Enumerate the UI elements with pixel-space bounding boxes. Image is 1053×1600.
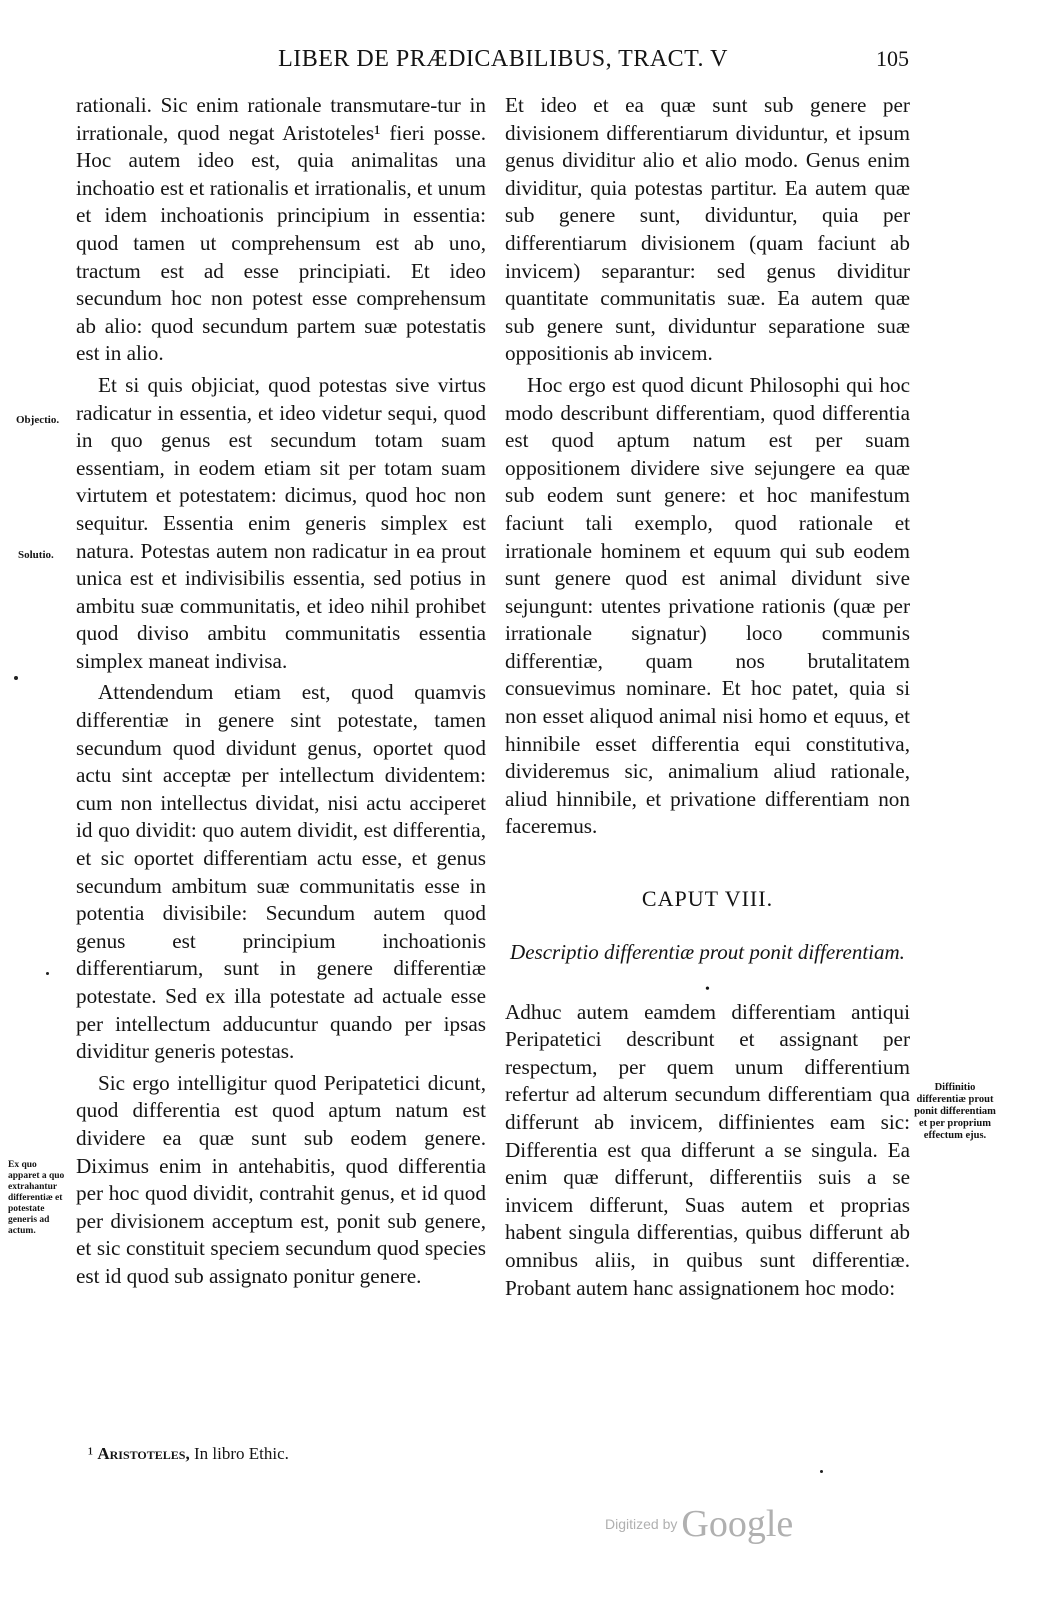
- running-title: LIBER DE PRÆDICABILIBUS, TRACT. V: [278, 46, 728, 72]
- paragraph: Et ideo et ea quæ sunt sub genere per divisionem differentiarum dividuntur, et ipsum genus dividitur alio et alio modo. Genus enim dividitur, quia potestas partitur. Ea autem quæ sub genere sunt, dividuntur, quia per differentiarum divisionem (quam faciunt ab invicem) separantur: sed genus dividitur quantitate communitatis suæ. Ea autem quæ sub genere sunt, dividuntur separatione suæ oppositionis ab invicem.: [505, 93, 910, 366]
- left-column: [76, 92, 486, 1291]
- footnote-author: Aristoteles,: [97, 1444, 190, 1463]
- margin-note-diffinitio: Diffinitio differentiæ prout ponit differentiam et per proprium effectum ejus.: [914, 1082, 996, 1141]
- ornament-dot: •: [705, 981, 710, 997]
- chapter-title: Descriptio differentiæ prout ponit differentiam.: [510, 939, 905, 964]
- digitized-label: Digitized by: [605, 1516, 678, 1532]
- margin-note-ex-quo: Ex quo apparet a quo extrahantur differentiæ et potestate generis ad actum.: [8, 1160, 65, 1236]
- right-column: [505, 92, 910, 1302]
- paragraph: Adhuc autem eamdem differentiam antiqui Peripatetici describunt et assignant per respectum, per quem unum differentium refertur ad alterum secundum differentiam qua differunt ab invicem, diffinientes eam sic: Differentia est qua differunt a se singula. Ea enim quæ differunt, differentiis suis a se invicem differunt, Suas autem et proprias habent singula differentias, quibus differunt ab omnibus aliis, in quibus sunt differentiæ. Probant autem hanc assignationem hoc modo:: [505, 999, 910, 1300]
- margin-note-solutio: Solutio.: [18, 549, 54, 561]
- digitized-watermark: [605, 1502, 793, 1546]
- ink-speck: [820, 1470, 823, 1473]
- paragraph: Hoc ergo est quod dicunt Philosophi qui hoc modo describunt differentiam, quod differentia est quod aptum natum est per suam oppositionem dividere sive sejungere ea quæ sub eodem sunt genere: et hoc manifestum faciunt tali exemplo, quod rationale et irrationale hominem et equum qui sub eodem sunt genere quod est animal dividunt sive sejungunt: utentes privatione rationis (quæ per irrationale signatur) loco communis differentiæ, quam nos brutalitatem consuevimus nominare. Et hoc patet, quia si non esset aliquod animal nisi homo et equus, et hinnibile esset differentia equi constitutiva, divideremus sic, animalium aliud rationale, aliud hinnibile, et privatione differentiam non faceremus.: [505, 372, 910, 839]
- ink-speck: [14, 676, 18, 680]
- footnote-marker: ¹: [88, 1444, 94, 1463]
- paragraph: Et si quis objiciat, quod potestas sive virtus radicatur in essentia, et ideo videtur sequi, quod in quo genus est secundum totam suam essentiam, in eodem etiam sit per totam suam virtutem et potestatem: dicimus, quod hoc non sequitur. Essentia enim generis simplex est natura. Potestas autem non radicatur in ea prout unica est et indivisibilis essentia, sed potius in ambitu suæ communitatis, et ideo nihil prohibet quod diviso ambitu communitatis essentia simplex maneat indivisa.: [76, 372, 486, 673]
- paragraph: rationali. Sic enim rationale transmutare-tur in irrationale, quod negat Aristoteles¹ fieri posse. Hoc autem ideo est, quia animalitas una inchoatio est et rationalis et irrationalis, et unum et idem inchoationis principium in essentia: quod tamen ut comprehensum est ab uno, tractum est ad esse principiati. Et ideo secundum hoc non potest esse comprehensum ab alio: quod secundum partem suæ potestatis est in alio.: [76, 93, 486, 366]
- chapter-heading: CAPUT VIII.: [641, 886, 774, 912]
- margin-note-objectio: Objectio.: [16, 414, 60, 426]
- paragraph: Sic ergo intelligitur quod Peripatetici dicunt, quod differentia est quod aptum natum est dividere ea quæ sunt sub eodem genere. Diximus enim in antehabitis, quod differentia per hoc quod dividit, contrahit genus, et id quod per divisionem acceptum est, ponit sub genere, et sic constituit speciem secundum quod species est id quod sub assignato ponitur genere.: [76, 1070, 486, 1288]
- page-number: 105: [876, 46, 909, 71]
- footnote-text: In libro Ethic.: [189, 1444, 289, 1463]
- ink-speck: [46, 972, 49, 975]
- footnote: [88, 1444, 289, 1464]
- google-logo: Google: [681, 1503, 794, 1545]
- paragraph: Attendendum etiam est, quod quamvis differentiæ in genere sint potestate, tamen secundum quod dividunt genus, oportet quod actu sint acceptæ per intellectum dividentem: cum non intellectus dividat, nisi actu acciperet id quo dividit: quo autem dividit, est differentia, et sic oportet differentiam actu esse, et genus secundum ambitum suæ communitatis esse in potentia divisibile: Secundum autem quod genus est principium inchoationis differentiarum, sunt in genere differentiæ potestate. Sed ex illa potestate ad actuale esse per intellectum adducuntur quando per ipsas dividitur generis potestas.: [76, 680, 486, 1064]
